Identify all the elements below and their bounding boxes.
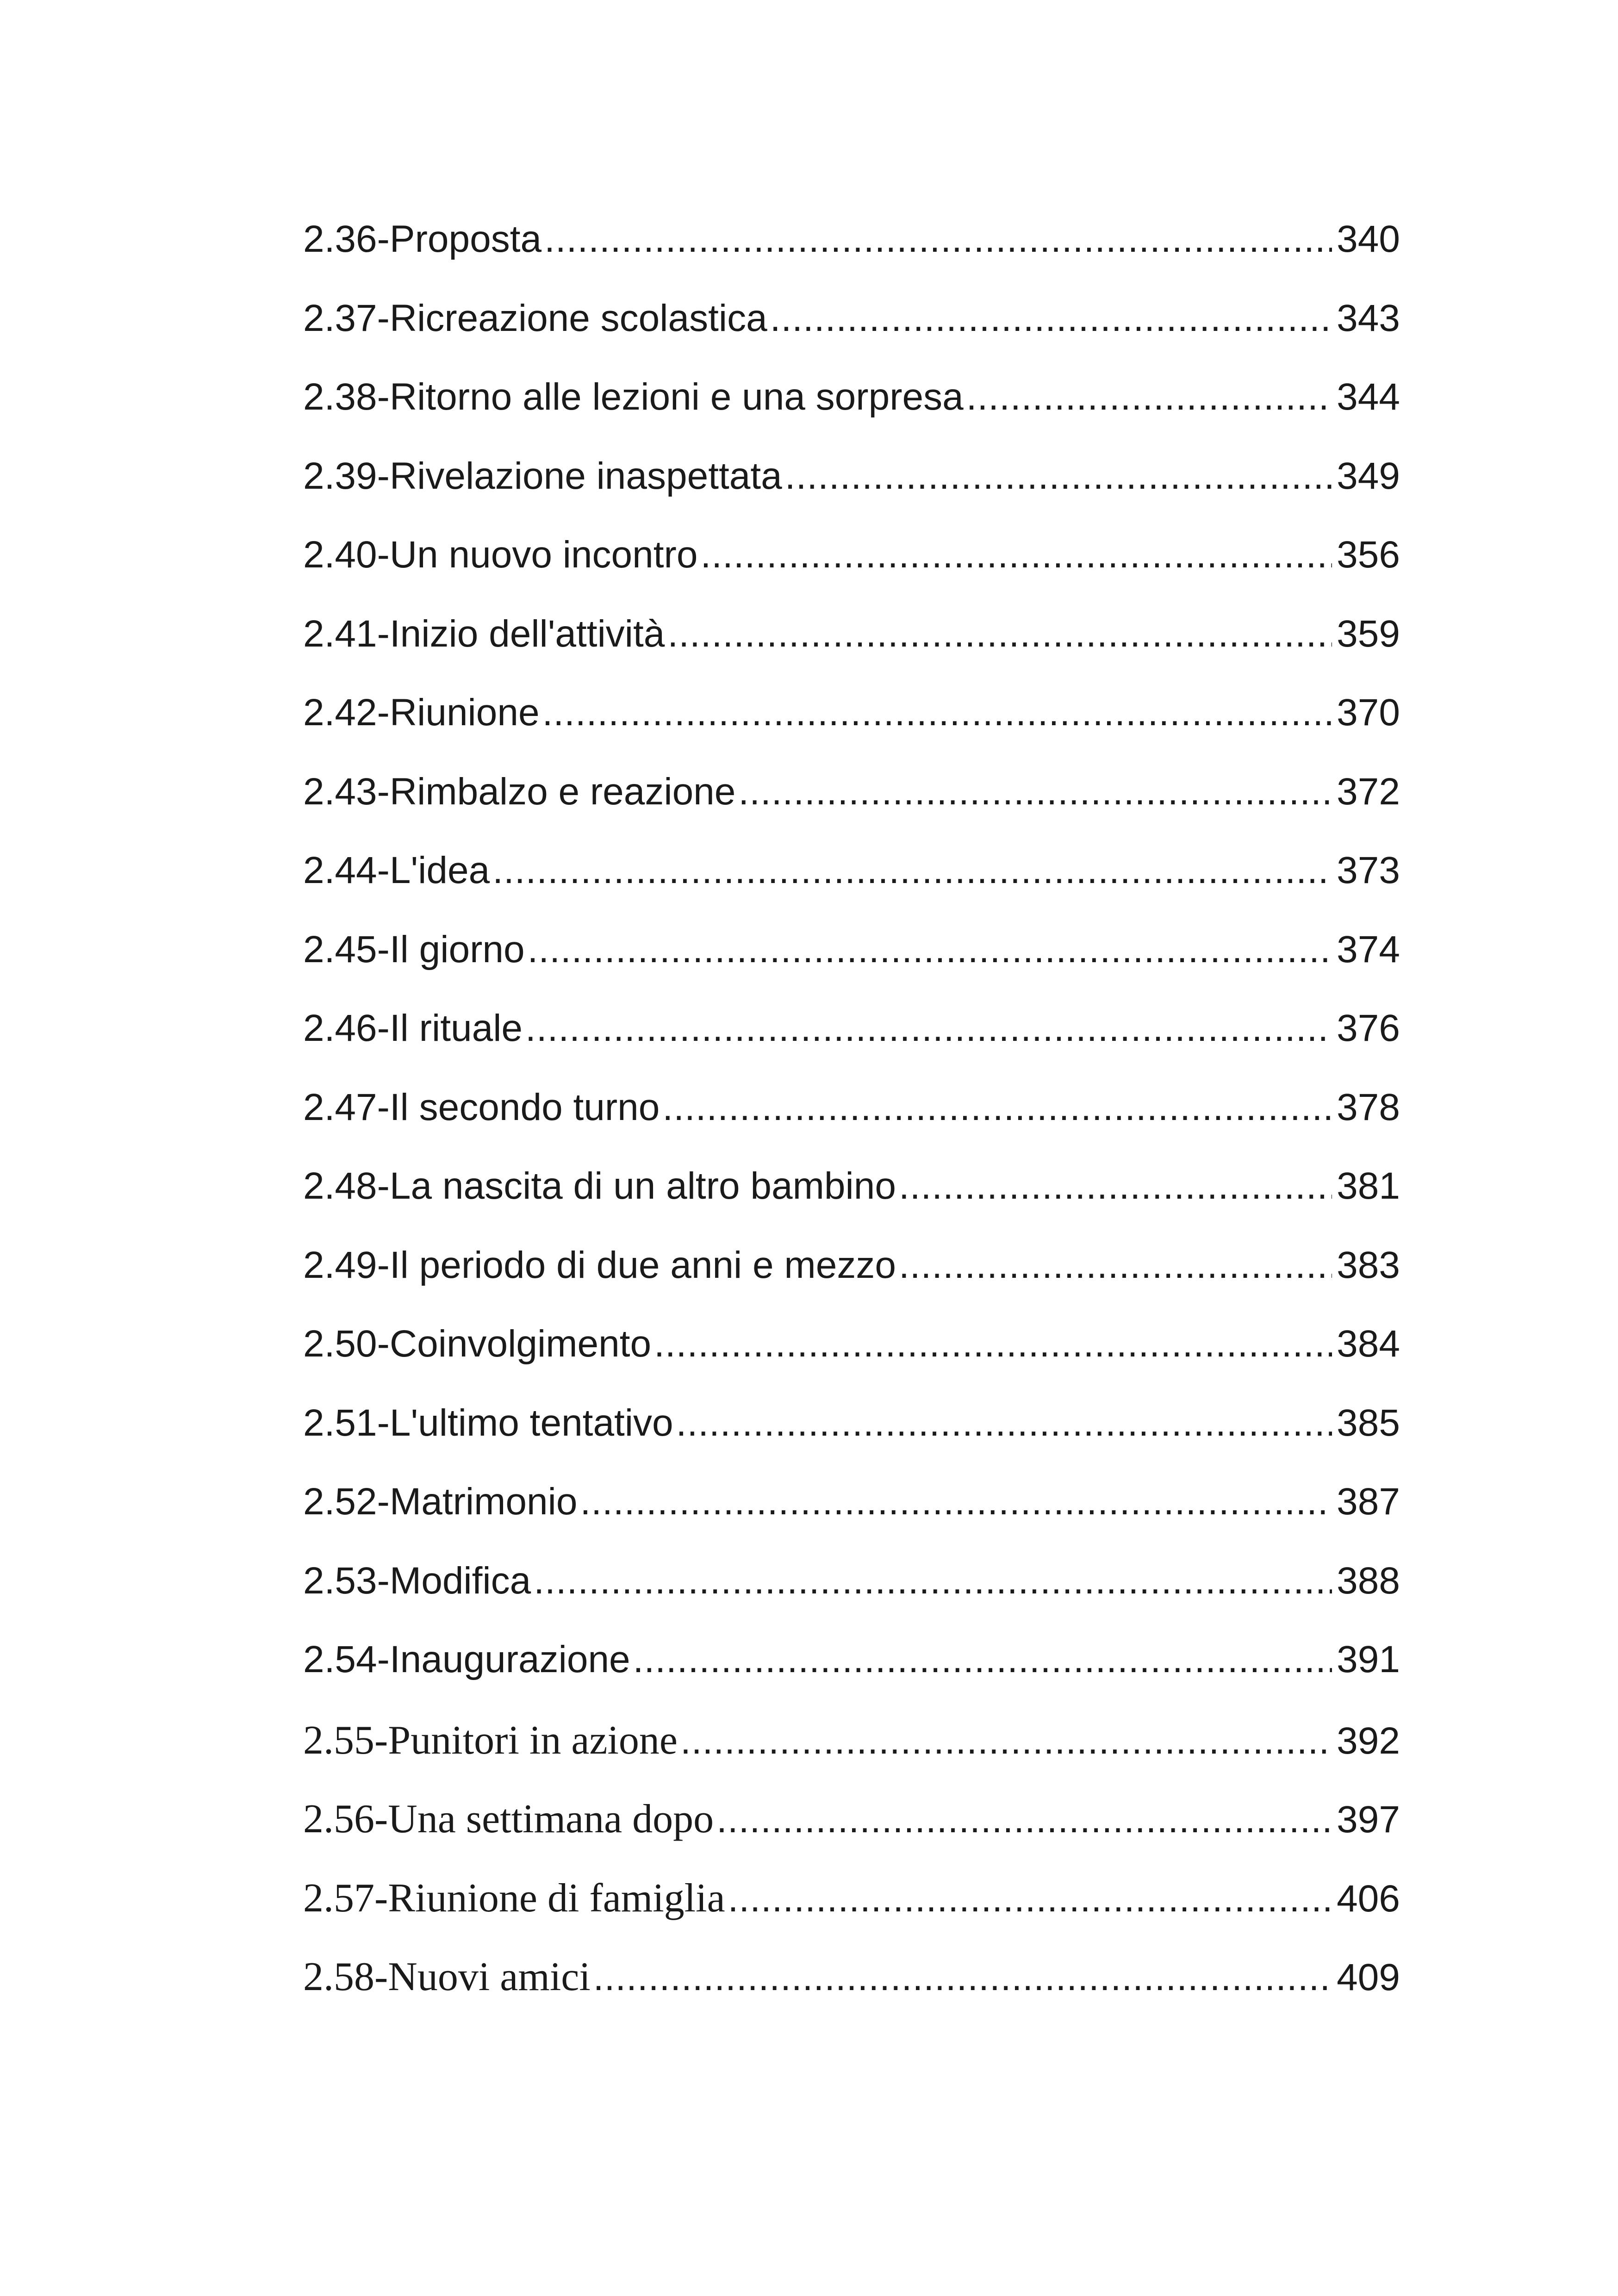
toc-entry-2-37[interactable] (303, 297, 1400, 376)
toc-entry-title: 2.39-Rivelazione inaspettata (303, 454, 782, 497)
toc-entry-page-number: 359 (1337, 612, 1400, 655)
toc-entry-title: 2.45-Il giorno (303, 928, 525, 971)
toc-entry-2-45[interactable] (303, 928, 1400, 1007)
toc-entry-page-number: 384 (1337, 1323, 1400, 1365)
toc-entry-2-43[interactable] (303, 770, 1400, 849)
dot-leader (700, 533, 1332, 577)
toc-entry-page-number: 378 (1337, 1086, 1400, 1128)
toc-entry-2-57[interactable] (303, 1875, 1400, 1954)
dot-leader (492, 849, 1332, 892)
toc-entry-page-number: 340 (1337, 218, 1400, 260)
toc-entry-2-44[interactable] (303, 849, 1400, 928)
dot-leader (580, 1480, 1332, 1524)
toc-entry-page-number: 406 (1337, 1877, 1400, 1920)
dot-leader (738, 770, 1332, 814)
toc-entry-page-number: 344 (1337, 376, 1400, 418)
toc-entry-title: 2.40-Un nuovo incontro (303, 534, 698, 576)
toc-entry-page-number: 397 (1337, 1798, 1400, 1841)
toc-entry-page-number: 388 (1337, 1559, 1400, 1602)
dot-leader (662, 1086, 1332, 1129)
dot-leader (654, 1322, 1332, 1366)
toc-entry-2-36[interactable] (303, 218, 1400, 297)
dot-leader (528, 928, 1332, 971)
toc-entry-page-number: 372 (1337, 770, 1400, 813)
dot-leader (544, 218, 1332, 261)
toc-entry-title: 2.43-Rimbalzo e reazione (303, 770, 736, 813)
dot-leader (716, 1798, 1332, 1842)
toc-entry-page-number: 376 (1337, 1007, 1400, 1049)
dot-leader (676, 1401, 1332, 1445)
toc-entry-title: 2.52-Matrimonio (303, 1481, 578, 1523)
toc-entry-title: 2.44-L'idea (303, 849, 490, 891)
toc-entry-2-58[interactable] (303, 1954, 1400, 2033)
toc-entry-title: 2.49-Il periodo di due anni e mezzo (303, 1244, 896, 1286)
toc-entry-2-42[interactable] (303, 691, 1400, 770)
toc-entry-page-number: 385 (1337, 1401, 1400, 1444)
toc-entry-page-number: 374 (1337, 928, 1400, 971)
toc-entry-2-51[interactable] (303, 1401, 1400, 1481)
toc-entry-2-40[interactable] (303, 533, 1400, 612)
dot-leader (899, 1164, 1332, 1208)
toc-entry-title: 2.37-Ricreazione scolastica (303, 297, 767, 339)
toc-entry-page-number: 391 (1337, 1638, 1400, 1680)
toc-entry-title: 2.54-Inaugurazione (303, 1638, 630, 1680)
toc-entry-2-41[interactable] (303, 612, 1400, 691)
toc-entry-2-48[interactable] (303, 1164, 1400, 1244)
toc-entry-2-56[interactable] (303, 1796, 1400, 1875)
toc-entry-title: 2.50-Coinvolgimento (303, 1323, 652, 1365)
dot-leader (966, 375, 1332, 419)
toc-entry-title: 2.57-Riunione di famiglia (303, 1875, 725, 1921)
toc-entry-title: 2.56-Una settimana dopo (303, 1797, 714, 1842)
toc-entry-2-50[interactable] (303, 1322, 1400, 1401)
toc-entry-title: 2.38-Ritorno alle lezioni e una sorpresa (303, 376, 964, 418)
toc-entry-title: 2.53-Modifica (303, 1559, 531, 1602)
toc-entry-page-number: 392 (1337, 1719, 1400, 1762)
toc-entry-title: 2.47-Il secondo turno (303, 1086, 660, 1128)
toc-entry-2-39[interactable] (303, 454, 1400, 534)
dot-leader (899, 1244, 1332, 1287)
toc-entry-2-38[interactable] (303, 375, 1400, 454)
dot-leader (770, 297, 1332, 340)
dot-leader (542, 691, 1332, 734)
toc-entry-2-49[interactable] (303, 1244, 1400, 1323)
dot-leader (633, 1638, 1332, 1681)
toc-entry-page-number: 381 (1337, 1165, 1400, 1207)
toc-entry-title: 2.48-La nascita di un altro bambino (303, 1165, 896, 1207)
toc-entry-2-52[interactable] (303, 1480, 1400, 1559)
toc-entry-title: 2.36-Proposta (303, 218, 542, 260)
dot-leader (525, 1007, 1332, 1050)
toc-entry-title: 2.42-Riunione (303, 691, 540, 734)
toc-entry-title: 2.41-Inizio dell'attività (303, 612, 665, 655)
toc-entry-2-53[interactable] (303, 1559, 1400, 1638)
toc-entry-page-number: 409 (1337, 1956, 1400, 1998)
toc-entry-title: 2.58-Nuovi amici (303, 1954, 591, 1999)
dot-leader (785, 454, 1332, 498)
toc-entry-title: 2.55-Punitori in azione (303, 1717, 678, 1763)
toc-entry-page-number: 356 (1337, 534, 1400, 576)
dot-leader (534, 1559, 1332, 1603)
toc-entry-page-number: 373 (1337, 849, 1400, 891)
toc-entry-page-number: 387 (1337, 1481, 1400, 1523)
toc-entry-2-47[interactable] (303, 1086, 1400, 1165)
toc-entry-page-number: 349 (1337, 454, 1400, 497)
toc-entry-title: 2.51-L'ultimo tentativo (303, 1401, 673, 1444)
dot-leader (667, 612, 1332, 656)
toc-entry-page-number: 370 (1337, 691, 1400, 734)
dot-leader (680, 1719, 1332, 1763)
toc-entry-title: 2.46-Il rituale (303, 1007, 523, 1049)
toc-entry-2-46[interactable] (303, 1007, 1400, 1086)
toc-entry-2-55[interactable] (303, 1717, 1400, 1796)
dot-leader (728, 1877, 1332, 1921)
toc-entry-page-number: 383 (1337, 1244, 1400, 1286)
toc-entry-page-number: 343 (1337, 297, 1400, 339)
table-of-contents (303, 218, 1400, 2033)
toc-entry-2-54[interactable] (303, 1638, 1400, 1717)
dot-leader (593, 1956, 1332, 1999)
